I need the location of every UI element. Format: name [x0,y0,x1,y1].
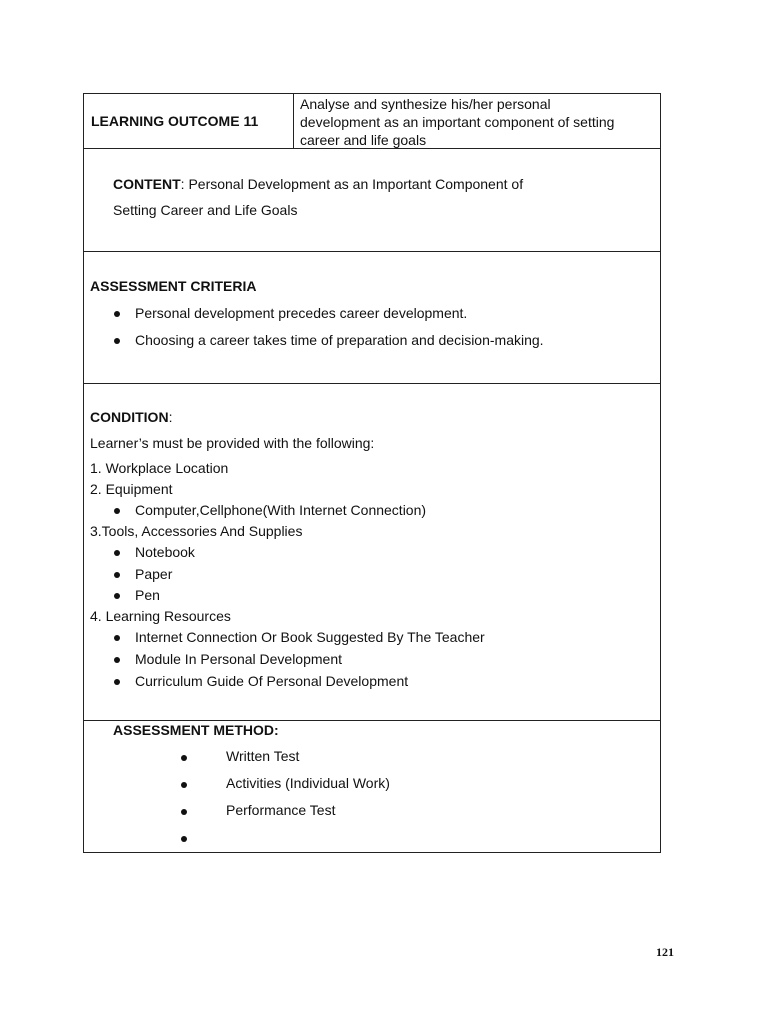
equipment-item: Computer,Cellphone(With Internet Connection) [135,502,427,518]
content-label: CONTENT [113,176,181,192]
condition-item: 3.Tools, Accessories And Supplies [90,523,303,539]
assessment-method-heading: ASSESSMENT METHOD: [113,722,279,738]
bullet-icon [181,782,187,788]
condition-heading-line [90,409,172,425]
method-item: Activities (Individual Work) [226,775,390,791]
bullet-icon [181,755,187,761]
assessment-criteria-heading: ASSESSMENT CRITERIA [90,278,257,294]
condition-heading: CONDITION [90,409,169,425]
bullet-icon [114,550,120,556]
bullet-icon [114,635,120,641]
outcome-line: development as an important component of setting [300,114,615,130]
content-text: Personal Development as an Important Component of [184,176,524,192]
bullet-icon [181,809,187,815]
bullet-icon [114,593,120,599]
learning-outcome-label: LEARNING OUTCOME 11 [84,94,294,148]
outcome-line: career and life goals [300,132,427,148]
tool-item: Paper [135,566,173,582]
bullet-icon [114,657,120,663]
bullet-icon [114,679,120,685]
condition-item: 1. Workplace Location [90,460,229,476]
learning-outcome-row [83,93,661,148]
content-section [83,148,661,251]
page-number: 121 [656,945,674,959]
learning-outcome-description [294,94,660,148]
resource-item: Curriculum Guide Of Personal Development [135,673,409,689]
assessment-criteria-section [83,251,661,383]
lesson-table [83,93,661,853]
criteria-item: Choosing a career takes time of preparation and decision-making. [135,332,544,348]
resource-item: Internet Connection Or Book Suggested By The Teacher [135,629,485,645]
bullet-icon [114,338,120,344]
condition-separator: : [168,409,173,425]
bullet-icon [114,311,120,317]
bullet-icon [181,836,187,842]
content-separator: : [180,176,185,192]
assessment-method-section [83,720,661,853]
condition-item: 4. Learning Resources [90,608,231,624]
criteria-item: Personal development precedes career development. [135,305,468,321]
condition-section [83,383,661,720]
condition-item: 2. Equipment [90,481,173,497]
content-line-1 [113,176,523,192]
resource-item: Module In Personal Development [135,651,343,667]
method-item: Written Test [226,748,300,764]
outcome-line: Analyse and synthesize his/her personal [300,96,551,112]
tool-item: Pen [135,587,160,603]
bullet-icon [114,572,120,578]
content-line-2: Setting Career and Life Goals [113,202,298,218]
tool-item: Notebook [135,544,195,560]
method-item: Performance Test [226,802,336,818]
condition-intro: Learner’s must be provided with the following: [90,435,375,451]
bullet-icon [114,508,120,514]
